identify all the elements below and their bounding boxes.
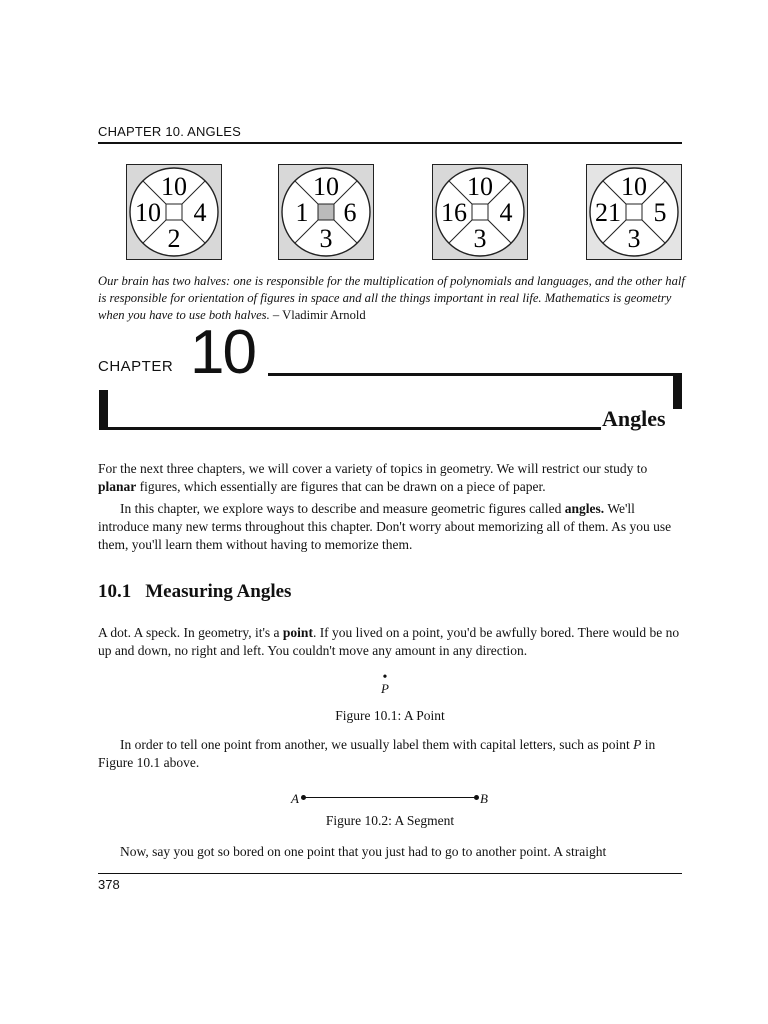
epigraph-attribution: – Vladimir Arnold bbox=[269, 308, 366, 322]
epigraph bbox=[98, 273, 688, 324]
puzzle-top: 10 bbox=[161, 172, 187, 201]
point-label: P bbox=[381, 681, 389, 696]
segment-line bbox=[303, 797, 477, 798]
segment-label-a: A bbox=[291, 791, 299, 806]
chapter-number: 10 bbox=[190, 318, 255, 387]
section-number: 10.1 bbox=[98, 581, 132, 602]
puzzle-bottom: 3 bbox=[473, 224, 487, 253]
puzzle-right: 4 bbox=[499, 198, 513, 227]
chapter-label: CHAPTER bbox=[98, 358, 174, 375]
page-number: 378 bbox=[98, 877, 120, 892]
running-head: CHAPTER 10. ANGLES bbox=[98, 124, 242, 139]
chapter-rule-right bbox=[673, 373, 682, 409]
puzzle-tile-2 bbox=[278, 164, 374, 260]
puzzle-tile-3 bbox=[432, 164, 528, 260]
puzzle-left: 10 bbox=[135, 198, 161, 227]
figure-point bbox=[370, 670, 400, 697]
body-paragraph-2: In order to tell one point from another, we usually label them with capital letters, such as point P in Figure 10.1 above. bbox=[98, 737, 656, 770]
header-rule bbox=[98, 142, 682, 144]
puzzle-top: 10 bbox=[621, 172, 647, 201]
puzzle-right: 4 bbox=[193, 198, 207, 227]
puzzle-tile-4 bbox=[586, 164, 682, 260]
puzzle-right: 6 bbox=[343, 198, 357, 227]
puzzle-bottom: 2 bbox=[167, 224, 181, 253]
section-heading bbox=[98, 581, 291, 603]
puzzle-bottom: 3 bbox=[627, 224, 641, 253]
puzzle-left: 21 bbox=[595, 198, 621, 227]
figure-caption-2: Figure 10.2: A Segment bbox=[325, 813, 455, 828]
epigraph-quote: Our brain has two halves: one is responsible for the multiplication of polynomials and languages, and the other half is responsible for orientation of figures in space and all the things important in real life. Mathematics is geometry when you have to use both halves. bbox=[98, 274, 685, 322]
puzzle-right: 5 bbox=[653, 198, 667, 227]
puzzle-tile-1 bbox=[126, 164, 222, 260]
chapter-rule-bottom bbox=[99, 427, 601, 430]
puzzle-left: 16 bbox=[441, 198, 467, 227]
puzzle-top: 10 bbox=[313, 172, 339, 201]
puzzle-top: 10 bbox=[467, 172, 493, 201]
intro-paragraph-2: In this chapter, we explore ways to describe and measure geometric figures called angles. We'll introduce many new terms throughout this chapter. Don't worry about memorizing all of them. As you use them, you'll learn them without having to memorize them. bbox=[98, 501, 672, 552]
chapter-title: Angles bbox=[602, 406, 666, 431]
chapter-rule-top bbox=[268, 373, 682, 376]
body-paragraph-3: Now, say you got so bored on one point that you just had to go to another point. A straight bbox=[120, 844, 607, 859]
point-dot: • bbox=[382, 670, 388, 685]
intro-paragraph-1: For the next three chapters, we will cover a variety of topics in geometry. We will restrict our study to planar figures, which essentially are figures that can be drawn on a piece of paper. bbox=[98, 461, 648, 494]
body-paragraph-1: A dot. A speck. In geometry, it's a point. If you lived on a point, you'd be awfully bored. There would be no up and down, no right and left. You couldn't move any amount in any direction. bbox=[98, 625, 680, 658]
segment-endpoint-b bbox=[474, 795, 479, 800]
chapter-rule-left bbox=[99, 390, 108, 430]
footer-rule bbox=[98, 873, 682, 874]
puzzle-bottom: 3 bbox=[319, 224, 333, 253]
puzzle-left: 1 bbox=[295, 198, 309, 227]
segment-label-b: B bbox=[480, 791, 488, 806]
figure-caption-1: Figure 10.1: A Point bbox=[335, 708, 445, 723]
section-title: Measuring Angles bbox=[145, 581, 292, 602]
